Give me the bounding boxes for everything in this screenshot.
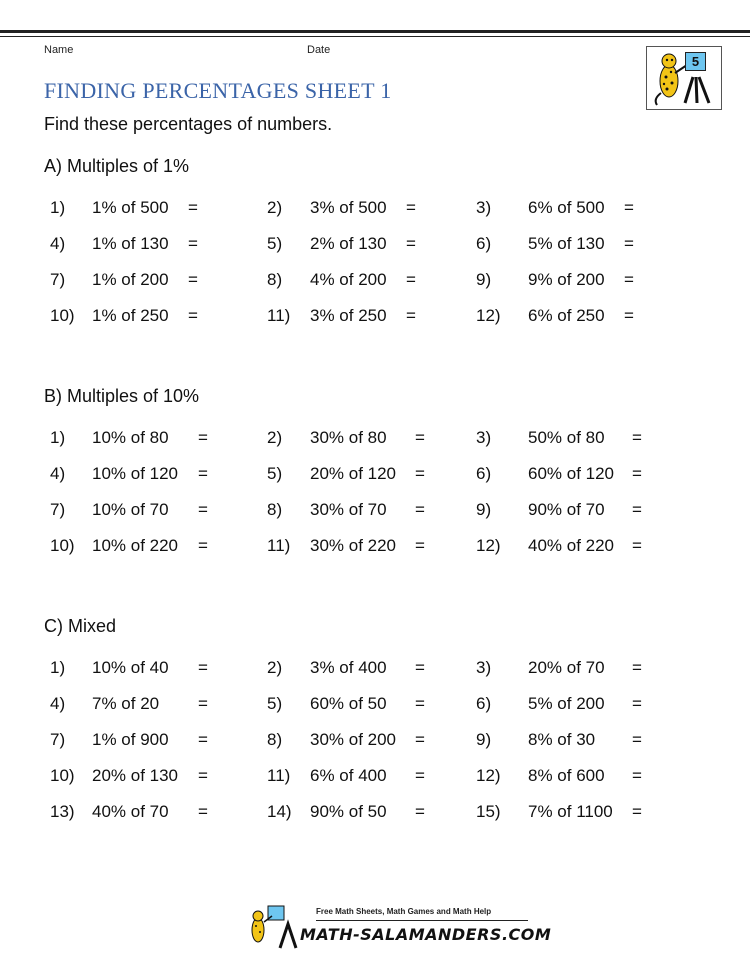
question-number: 9): [476, 730, 492, 749]
question-text: 7% of 20: [92, 694, 160, 713]
question-text: 50% of 80: [528, 428, 605, 447]
question-text: 2% of 130: [310, 234, 387, 253]
answer-equals: =: [198, 464, 208, 483]
question-text: 40% of 220: [528, 536, 615, 555]
question-number: 2): [267, 658, 283, 677]
answer-equals: =: [406, 198, 416, 217]
header-rule: [0, 30, 750, 33]
question-number: 5): [267, 464, 283, 483]
header-rule-thin: [0, 36, 750, 37]
answer-equals: =: [406, 306, 416, 325]
question-text: 8% of 600: [528, 766, 605, 785]
answer-equals: =: [198, 766, 208, 785]
question-number: 10): [50, 306, 75, 325]
answer-equals: =: [406, 270, 416, 289]
answer-equals: =: [632, 464, 642, 483]
question-text: 6% of 500: [528, 198, 605, 217]
question-number: 12): [476, 306, 501, 325]
question-number: 9): [476, 500, 492, 519]
question-text: 6% of 400: [310, 766, 387, 785]
question-text: 1% of 130: [92, 234, 169, 253]
question-number: 4): [50, 464, 66, 483]
answer-equals: =: [198, 694, 208, 713]
question-text: 3% of 500: [310, 198, 387, 217]
answer-equals: =: [632, 730, 642, 749]
question-number: 7): [50, 500, 66, 519]
question-row: [0, 464, 750, 488]
question-text: 7% of 1100: [528, 802, 613, 821]
answer-equals: =: [632, 500, 642, 519]
question-number: 6): [476, 234, 492, 253]
answer-equals: =: [198, 730, 208, 749]
answer-equals: =: [632, 694, 642, 713]
question-text: 1% of 200: [92, 270, 169, 289]
answer-equals: =: [198, 500, 208, 519]
answer-equals: =: [198, 536, 208, 555]
answer-equals: =: [624, 270, 634, 289]
question-number: 4): [50, 694, 66, 713]
question-text: 10% of 80: [92, 428, 169, 447]
answer-equals: =: [415, 766, 425, 785]
instructions: Find these percentages of numbers.: [44, 114, 333, 134]
answer-equals: =: [415, 428, 425, 447]
question-number: 4): [50, 234, 66, 253]
question-row: [0, 802, 750, 826]
date-label: Date: [307, 44, 331, 56]
answer-equals: =: [415, 658, 425, 677]
salamander-logo: [646, 46, 722, 110]
answer-equals: =: [188, 306, 198, 325]
question-row: [0, 306, 750, 330]
salamander-teacher-icon: [647, 47, 721, 109]
question-number: 11): [267, 536, 291, 555]
question-number: 14): [267, 802, 292, 821]
question-text: 20% of 130: [92, 766, 179, 785]
answer-equals: =: [415, 730, 425, 749]
question-number: 11): [267, 306, 291, 325]
answer-equals: =: [632, 428, 642, 447]
footer-tagline: Free Math Sheets, Math Games and Math Help: [316, 907, 492, 916]
question-text: 40% of 70: [92, 802, 169, 821]
question-number: 15): [476, 802, 501, 821]
answer-equals: =: [624, 198, 634, 217]
question-text: 20% of 120: [310, 464, 397, 483]
question-text: 5% of 200: [528, 694, 605, 713]
question-row: [0, 500, 750, 524]
answer-equals: =: [198, 658, 208, 677]
question-number: 10): [50, 536, 75, 555]
footer-site-link[interactable]: MATH-SALAMANDERS.COM: [300, 925, 552, 944]
answer-equals: =: [632, 802, 642, 821]
question-text: 60% of 50: [310, 694, 387, 713]
question-text: 1% of 500: [92, 198, 169, 217]
question-text: 30% of 80: [310, 428, 387, 447]
question-text: 30% of 70: [310, 500, 387, 519]
question-number: 10): [50, 766, 75, 785]
question-number: 8): [267, 270, 283, 289]
answer-equals: =: [415, 464, 425, 483]
answer-equals: =: [188, 198, 198, 217]
question-text: 10% of 220: [92, 536, 179, 555]
question-number: 5): [267, 234, 283, 253]
question-row: [0, 270, 750, 294]
question-text: 1% of 250: [92, 306, 169, 325]
question-number: 2): [267, 198, 283, 217]
worksheet-title: FINDING PERCENTAGES SHEET 1: [44, 78, 392, 103]
question-text: 30% of 220: [310, 536, 397, 555]
question-number: 12): [476, 536, 501, 555]
question-text: 6% of 250: [528, 306, 605, 325]
question-number: 7): [50, 270, 66, 289]
answer-equals: =: [415, 536, 425, 555]
answer-equals: =: [624, 234, 634, 253]
answer-equals: =: [632, 658, 642, 677]
footer-salamander-icon: [244, 904, 304, 950]
question-number: 13): [50, 802, 75, 821]
question-number: 1): [50, 428, 66, 447]
question-number: 5): [267, 694, 283, 713]
answer-equals: =: [632, 766, 642, 785]
section-title: A) Multiples of 1%: [44, 156, 190, 176]
question-text: 10% of 70: [92, 500, 169, 519]
question-text: 20% of 70: [528, 658, 605, 677]
question-number: 3): [476, 658, 492, 677]
question-row: [0, 730, 750, 754]
answer-equals: =: [632, 536, 642, 555]
answer-equals: =: [188, 234, 198, 253]
question-text: 30% of 200: [310, 730, 397, 749]
question-row: [0, 234, 750, 258]
question-number: 2): [267, 428, 283, 447]
question-row: [0, 428, 750, 452]
question-number: 11): [267, 766, 291, 785]
section-title: B) Multiples of 10%: [44, 386, 200, 406]
question-text: 1% of 900: [92, 730, 169, 749]
answer-equals: =: [406, 234, 416, 253]
section-title: C) Mixed: [44, 616, 117, 636]
answer-equals: =: [198, 428, 208, 447]
question-number: 1): [50, 198, 66, 217]
question-row: [0, 694, 750, 718]
question-number: 1): [50, 658, 66, 677]
question-number: 12): [476, 766, 501, 785]
question-text: 3% of 400: [310, 658, 387, 677]
question-number: 8): [267, 730, 283, 749]
question-text: 3% of 250: [310, 306, 387, 325]
answer-equals: =: [198, 802, 208, 821]
answer-equals: =: [415, 500, 425, 519]
answer-equals: =: [624, 306, 634, 325]
question-number: 6): [476, 464, 492, 483]
question-text: 4% of 200: [310, 270, 387, 289]
question-text: 9% of 200: [528, 270, 605, 289]
answer-equals: =: [415, 694, 425, 713]
answer-equals: =: [188, 270, 198, 289]
question-row: [0, 766, 750, 790]
question-row: [0, 198, 750, 222]
question-text: 60% of 120: [528, 464, 615, 483]
question-text: 8% of 30: [528, 730, 596, 749]
question-number: 6): [476, 694, 492, 713]
question-number: 9): [476, 270, 492, 289]
question-text: 10% of 40: [92, 658, 169, 677]
question-number: 3): [476, 198, 492, 217]
level-badge: 5: [685, 52, 706, 71]
question-number: 3): [476, 428, 492, 447]
name-label: Name: [44, 44, 74, 56]
question-text: 10% of 120: [92, 464, 179, 483]
question-text: 5% of 130: [528, 234, 605, 253]
question-text: 90% of 70: [528, 500, 605, 519]
question-row: [0, 536, 750, 560]
question-number: 8): [267, 500, 283, 519]
question-number: 7): [50, 730, 66, 749]
footer-rule: [316, 920, 528, 921]
question-text: 90% of 50: [310, 802, 387, 821]
answer-equals: =: [415, 802, 425, 821]
question-row: [0, 658, 750, 682]
